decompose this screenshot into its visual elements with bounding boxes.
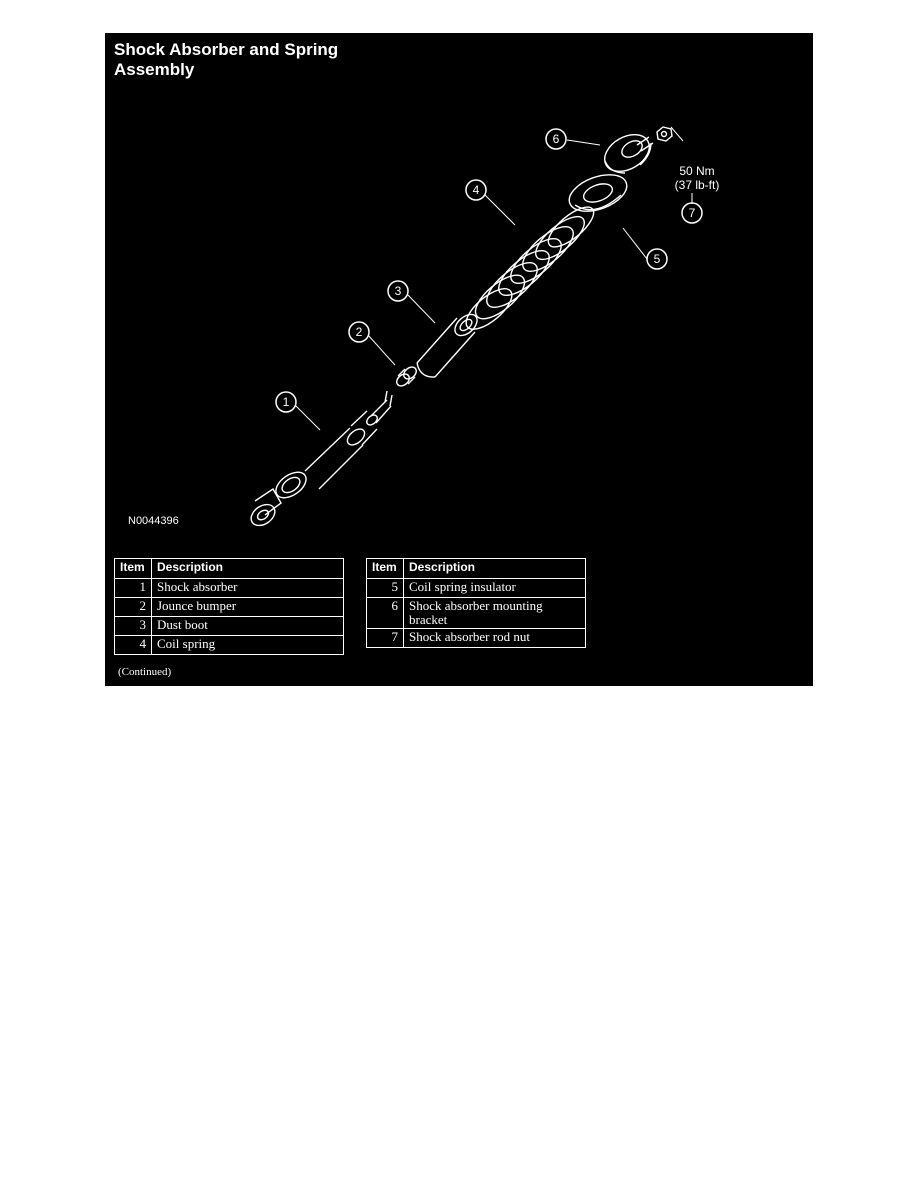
item-number: 6	[367, 598, 404, 629]
item-description: Dust boot	[152, 617, 344, 636]
figure-id: N0044396	[128, 515, 179, 527]
item-number: 2	[115, 598, 152, 617]
callout-3: 3	[394, 284, 402, 298]
item-description: Coil spring insulator	[404, 579, 586, 598]
callout-5: 5	[653, 252, 661, 266]
rod-nut-drawing	[657, 127, 672, 141]
table-header-row	[115, 559, 344, 579]
callout-4: 4	[472, 183, 480, 197]
legend-table-right	[366, 558, 586, 648]
item-number: 4	[115, 636, 152, 655]
item-description: Shock absorber mounting bracket	[404, 598, 586, 629]
header-description: Description	[152, 559, 344, 579]
callout-circles	[276, 129, 702, 412]
torque-spec	[667, 164, 727, 192]
torque-nm: 50 Nm	[679, 164, 715, 178]
table-row	[115, 617, 344, 636]
table-header-row	[367, 559, 586, 579]
coil-spring-drawing	[460, 201, 600, 337]
table-row	[367, 579, 586, 598]
table-row	[115, 579, 344, 598]
item-description: Jounce bumper	[152, 598, 344, 617]
item-number: 7	[367, 629, 404, 648]
mounting-bracket-drawing	[598, 127, 656, 179]
jounce-bumper-drawing	[394, 365, 418, 389]
item-description: Coil spring	[152, 636, 344, 655]
item-description: Shock absorber rod nut	[404, 629, 586, 648]
torque-lbft: (37 lb-ft)	[674, 178, 720, 192]
title-line-2: Assembly	[114, 60, 195, 79]
title-line-1: Shock Absorber and Spring	[114, 40, 339, 59]
item-number: 1	[115, 579, 152, 598]
figure-panel	[105, 33, 813, 686]
item-number: 3	[115, 617, 152, 636]
callout-7: 7	[688, 206, 696, 220]
table-row	[115, 636, 344, 655]
table-row	[115, 598, 344, 617]
item-number: 5	[367, 579, 404, 598]
callout-6: 6	[552, 132, 560, 146]
item-description: Shock absorber	[152, 579, 344, 598]
header-item: Item	[367, 559, 404, 579]
shock-absorber-drawing	[247, 391, 392, 530]
legend-table-left	[114, 558, 344, 655]
continued-note: (Continued)	[118, 666, 172, 678]
callout-2: 2	[355, 325, 363, 339]
header-item: Item	[115, 559, 152, 579]
table-row	[367, 629, 586, 648]
callout-1: 1	[282, 395, 290, 409]
dust-boot-drawing	[417, 310, 481, 377]
leader-lines	[295, 127, 692, 430]
table-row	[367, 598, 586, 629]
header-description: Description	[404, 559, 586, 579]
